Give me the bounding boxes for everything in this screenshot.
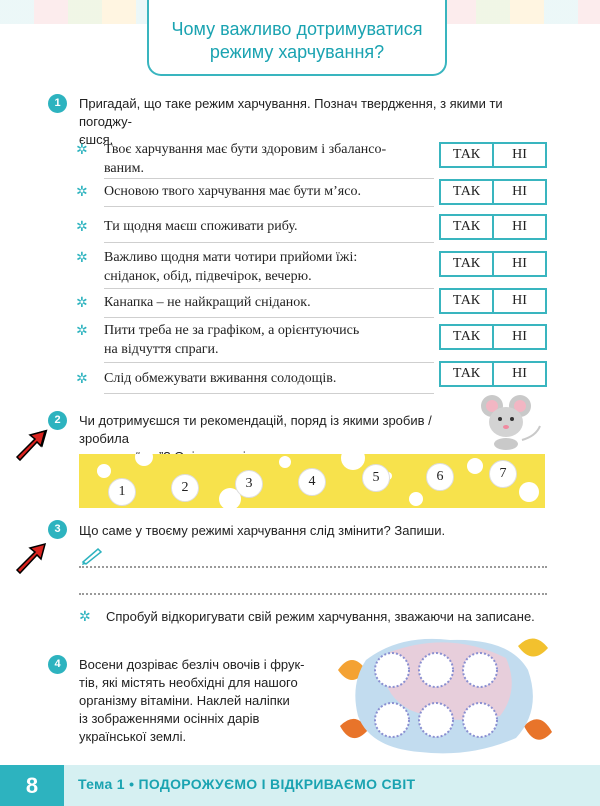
task-number-4: 4 xyxy=(48,655,67,674)
statement-1-line-1: Твоє харчування має бути здоровим і збалансо- xyxy=(104,142,387,157)
snowflake-bullet-icon: ✲ xyxy=(76,218,88,234)
rating-option-3[interactable]: 3 xyxy=(235,470,263,498)
no-option[interactable]: НІ xyxy=(512,147,527,162)
title-line-1: Чому важливо дотримуватися xyxy=(171,19,423,39)
task3-instruction: Що саме у твоєму режимі харчування слід змінити? Запиши. xyxy=(79,523,446,538)
task4-text-line: тів, які містять необхідні для нашого xyxy=(79,675,298,690)
row-divider xyxy=(104,288,434,289)
snowflake-bullet-icon: ✲ xyxy=(76,322,88,338)
yes-option[interactable]: ТАК xyxy=(441,290,494,312)
yes-option[interactable]: ТАК xyxy=(441,326,494,348)
statement-6 xyxy=(104,321,424,359)
red-arrow-icon xyxy=(14,427,50,463)
snowflake-bullet-icon: ✲ xyxy=(76,294,88,310)
yes-no-box-3[interactable] xyxy=(439,214,547,240)
sticker-slot xyxy=(463,653,497,687)
task4-text-line: української землі. xyxy=(79,729,187,744)
statement-4-line-2: сніданок, обід, підвечірок, вечерю. xyxy=(104,269,312,284)
yes-option[interactable]: ТАК xyxy=(441,144,494,166)
rating-option-1[interactable]: 1 xyxy=(108,478,136,506)
rating-option-7[interactable]: 7 xyxy=(489,460,517,488)
red-arrow-icon xyxy=(14,540,50,576)
row-divider xyxy=(104,242,434,243)
statement-6-line-2: на відчуття спраги. xyxy=(104,342,219,357)
no-option[interactable]: НІ xyxy=(512,293,527,308)
yes-no-box-2[interactable] xyxy=(439,179,547,205)
task4-text-line: із зображеннями осінніх дарів xyxy=(79,711,260,726)
statement-5-line-1: Канапка – не найкращий сніданок. xyxy=(104,295,311,310)
rating-option-6[interactable]: 6 xyxy=(426,463,454,491)
title-line-2: режиму харчування? xyxy=(209,42,385,62)
row-divider xyxy=(104,178,434,179)
task-number-1: 1 xyxy=(48,94,67,113)
statement-2-line-1: Основою твого харчування має бути м’ясо. xyxy=(104,184,361,199)
sticker-slot xyxy=(419,653,453,687)
footer-topic: Тема 1 • ПОДОРОЖУЄМО І ВІДКРИВАЄМО СВІТ xyxy=(78,776,416,792)
row-divider xyxy=(104,362,434,363)
sticker-area xyxy=(330,630,555,760)
statement-4-line-1: Важливо щодня мати чотири прийоми їжі: xyxy=(104,250,358,265)
rating-option-4[interactable]: 4 xyxy=(298,468,326,496)
row-divider xyxy=(104,393,434,394)
task1-text-line-1: Пригадай, що таке режим харчування. Познач твердження, з якими ти погоджу- xyxy=(79,96,503,129)
no-option[interactable]: НІ xyxy=(512,184,527,199)
task1-text-line-2: єшся. xyxy=(79,132,114,147)
answer-line-2[interactable] xyxy=(79,593,547,595)
mouse-illustration xyxy=(478,392,546,450)
leaf-icon xyxy=(524,719,552,739)
snowflake-bullet-icon: ✲ xyxy=(76,141,88,157)
sticker-slot xyxy=(375,703,409,737)
no-option[interactable]: НІ xyxy=(512,366,527,381)
rating-option-2[interactable]: 2 xyxy=(171,474,199,502)
statement-6-line-1: Пити треба не за графіком, а орієнтуючись xyxy=(104,323,360,338)
task4-text xyxy=(79,656,319,746)
sticker-slot xyxy=(419,703,453,737)
yes-option[interactable]: ТАК xyxy=(441,253,494,275)
yes-option[interactable]: ТАК xyxy=(441,216,494,238)
pencil-icon xyxy=(80,545,104,565)
yes-no-box-5[interactable] xyxy=(439,288,547,314)
page-number: 8 xyxy=(0,765,64,806)
yes-no-box-6[interactable] xyxy=(439,324,547,350)
no-option[interactable]: НІ xyxy=(512,329,527,344)
snowflake-bullet-icon: ✲ xyxy=(79,608,91,624)
row-divider xyxy=(104,206,434,207)
snowflake-bullet-icon: ✲ xyxy=(76,183,88,199)
task3-tip: Спробуй відкоригувати свій режим харчування, зважаючи на записане. xyxy=(106,609,535,624)
task2-text-line-1: Чи дотримуєшся ти рекомендацій, поряд із якими зробив / зробила xyxy=(79,413,432,446)
statement-7-line-1: Слід обмежувати вживання солодощів. xyxy=(104,371,337,386)
row-divider xyxy=(104,317,434,318)
statement-1 xyxy=(104,140,424,178)
statement-1-line-2: ваним. xyxy=(104,161,144,176)
task4-text-line: Восени дозріває безліч овочів і фрук- xyxy=(79,657,305,672)
statement-4 xyxy=(104,248,424,286)
snowflake-bullet-icon: ✲ xyxy=(76,249,88,265)
statement-7 xyxy=(104,369,424,388)
statement-3-line-1: Ти щодня маєш споживати рибу. xyxy=(104,219,298,234)
task-number-2: 2 xyxy=(48,411,67,430)
answer-line-1[interactable] xyxy=(79,566,547,568)
statement-3 xyxy=(104,217,424,236)
yes-no-box-4[interactable] xyxy=(439,251,547,277)
no-option[interactable]: НІ xyxy=(512,219,527,234)
sticker-slot xyxy=(463,703,497,737)
leaf-icon xyxy=(518,638,548,656)
statement-2 xyxy=(104,182,424,201)
yes-no-box-1[interactable] xyxy=(439,142,547,168)
yes-no-box-7[interactable] xyxy=(439,361,547,387)
sticker-slot xyxy=(375,653,409,687)
rating-option-5[interactable]: 5 xyxy=(362,464,390,492)
yes-option[interactable]: ТАК xyxy=(441,363,494,385)
snowflake-bullet-icon: ✲ xyxy=(76,370,88,386)
no-option[interactable]: НІ xyxy=(512,256,527,271)
task4-text-line: організму вітаміни. Наклей наліпки xyxy=(79,693,290,708)
task-number-3: 3 xyxy=(48,520,67,539)
statement-5 xyxy=(104,293,424,312)
page-title xyxy=(147,0,447,76)
yes-option[interactable]: ТАК xyxy=(441,181,494,203)
